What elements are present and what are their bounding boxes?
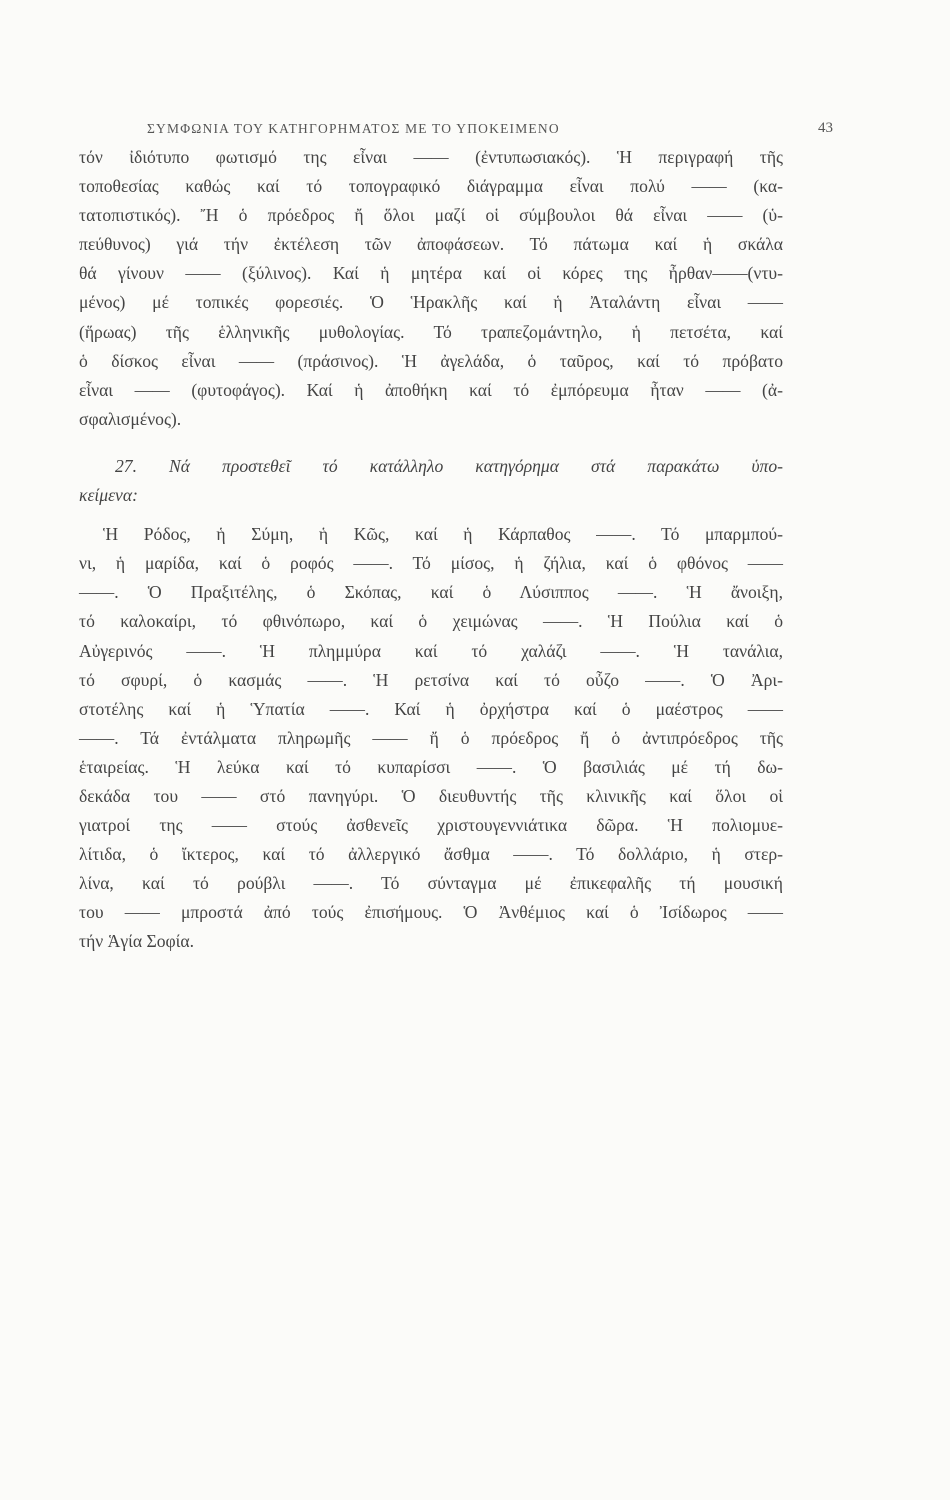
text-line: τήν Ἁγία Σοφία. xyxy=(79,931,194,952)
page-number: 43 xyxy=(818,120,833,136)
text-line: Αὐγερινός ——. Ἡ πλημμύρα καί τό χαλάζι ——. Ἡ τανάλια, xyxy=(79,640,783,661)
text-line: πεύθυνος) γιά τήν ἐκτέλεση τῶν ἀποφάσεων. Τό πάτωμα καί ἡ σκάλα xyxy=(79,234,783,255)
text-line: τό σφυρί, ὁ κασμάς ——. Ἡ ρετσίνα καί τό οὖζο ——. Ὁ Ἀρι- xyxy=(79,669,783,690)
text-line: τοποθεσίας καθώς καί τό τοπογραφικό διάγραμμα εἶναι πολύ —— (κα- xyxy=(79,176,783,197)
exercise-number: 27. xyxy=(115,455,137,476)
exercise-instruction-text: κείμενα: xyxy=(79,485,138,506)
text-line: ἑταιρείας. Ἡ λεύκα καί τό κυπαρίσσι ——. Ὁ βασιλιάς μέ τή δω- xyxy=(79,756,783,777)
text-line: εἶναι —— (φυτοφάγος). Καί ἡ ἀποθήκη καί τό ἐμπόρευμα ἦταν —— (ἀ- xyxy=(79,379,783,400)
continued-paragraph xyxy=(79,143,783,434)
text-line: ὁ δίσκος εἶναι —— (πράσινος). Ἡ ἀγελάδα, ὁ ταῦρος, καί τό πρόβατο xyxy=(79,350,783,371)
text-line: (ἥρωας) τῆς ἑλληνικῆς μυθολογίας. Τό τραπεζομάντηλο, ἡ πετσέτα, καί xyxy=(79,321,783,342)
page-body xyxy=(79,143,783,957)
exercise-paragraph xyxy=(79,520,783,956)
text-line: Ἡ Ρόδος, ἡ Σύμη, ἡ Κῶς, καί ἡ Κάρπαθος ——. Τό μπαρμπού- xyxy=(103,524,783,545)
text-line: στοτέλης καί ἡ Ὑπατία ——. Καί ἡ ὀρχήστρα καί ὁ μαέστρος —— xyxy=(79,698,783,719)
text-line: θά γίνουν —— (ξύλινος). Καί ἡ μητέρα καί οἱ κόρες της ἦρθαν——(ντυ- xyxy=(79,263,783,284)
text-line: του —— μπροστά ἀπό τούς ἐπισήμους. Ὁ Ἀνθέμιος καί ὁ Ἰσίδωρος —— xyxy=(79,902,783,923)
text-line: τό καλοκαίρι, τό φθινόπωρο, καί ὁ χειμώνας ——. Ἡ Πούλια καί ὁ xyxy=(79,611,783,632)
text-line: ——. Ὁ Πραξιτέλης, ὁ Σκόπας, καί ὁ Λύσιππος ——. Ἡ ἄνοιξη, xyxy=(79,582,783,603)
text-line: σφαλισμένος). xyxy=(79,408,182,429)
text-line: λίνα, καί τό ρούβλι ——. Τό σύνταγμα μέ ἐπικεφαλῆς τή μουσική xyxy=(79,873,783,894)
text-line: ——. Τά ἐντάλματα πληρωμῆς —— ἤ ὁ πρόεδρος ἤ ὁ ἀντιπρόεδρος τῆς xyxy=(79,727,783,748)
text-line: μένος) μέ τοπικές φορεσιές. Ὁ Ἡρακλῆς καί ἡ Ἀταλάντη εἶναι —— xyxy=(79,292,783,313)
exercise-instruction xyxy=(79,452,783,510)
exercise-instruction-text: Νά προστεθεῖ τό κατάλληλο κατηγόρημα στά παρακάτω ὑπο- xyxy=(169,455,783,476)
text-line: τόν ἰδιότυπο φωτισμό της εἶναι —— (ἐντυπωσιακός). Ἡ περιγραφή τῆς xyxy=(79,147,783,167)
text-line: λίτιδα, ὁ ἴκτερος, καί τό ἀλλεργικό ἄσθμα ——. Τό δολλάριο, ἡ στερ- xyxy=(79,844,783,865)
running-title: ΣΥΜΦΩΝΙΑ ΤΟΥ ΚΑΤΗΓΟΡΗΜΑΤΟΣ ΜΕ ΤΟ ΥΠΟΚΕΙΜΕΝΟ xyxy=(147,121,560,136)
text-line: δεκάδα του —— στό πανηγύρι. Ὁ διευθυντής τῆς κλινικῆς καί ὅλοι οἱ xyxy=(79,785,783,806)
text-line: τατοπιστικός). Ἤ ὁ πρόεδρος ἤ ὅλοι μαζί οἱ σύμβουλοι θά εἶναι —— (ὑ- xyxy=(79,205,783,226)
exercise-heading xyxy=(79,452,783,481)
text-line: νι, ἡ μαρίδα, καί ὁ ροφός ——. Τό μίσος, ἡ ζήλια, καί ὁ φθόνος —— xyxy=(79,553,783,574)
text-line: γιατροί της —— στούς ἀσθενεῖς χριστουγεννιάτικα δῶρα. Ἡ πολιομυε- xyxy=(79,815,783,836)
running-header xyxy=(147,121,833,141)
